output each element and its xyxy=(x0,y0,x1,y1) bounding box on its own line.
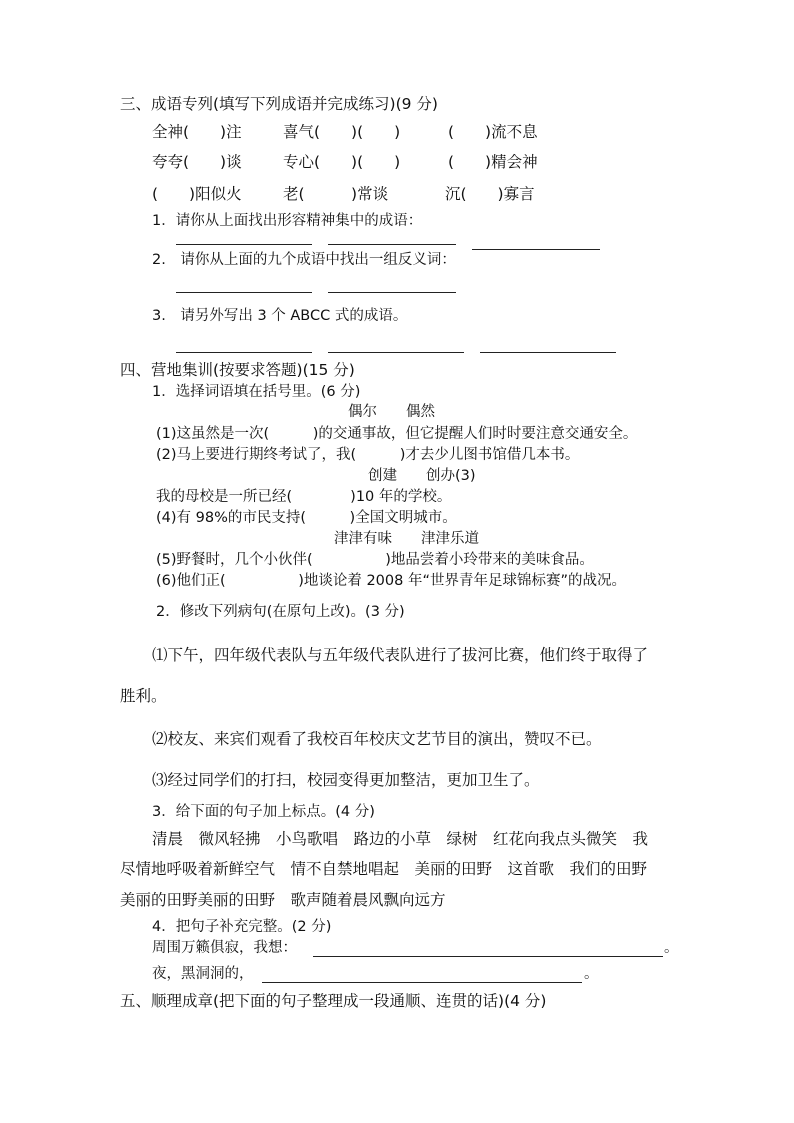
section5-title: 五、顺理成章(把下面的句子整理成一段通顺、连贯的话)(4 分) xyxy=(120,992,547,1010)
answer-line[interactable] xyxy=(328,352,464,353)
answer-line[interactable] xyxy=(176,292,312,293)
answer-line[interactable] xyxy=(262,982,582,983)
answer-line[interactable] xyxy=(480,352,616,353)
word-choice-c: 津津有味 津津乐道 xyxy=(334,531,479,547)
sick-sentence-3: ⑶经过同学们的打扫，校园变得更加整洁，更加卫生了。 xyxy=(152,771,540,789)
fill-item-4: (4)有 98%的市民支持( )全国文明城市。 xyxy=(156,510,457,526)
fill-item-5: (5)野餐时，几个小伙伴( )地品尝着小玲带来的美味食品。 xyxy=(156,552,594,568)
fill-item-3: 我的母校是一所已经( )10 年的学校。 xyxy=(156,489,452,505)
idiom-r2c3: ( )精会神 xyxy=(448,153,538,171)
complete-sentence-1-end: 。 xyxy=(664,940,679,956)
idiom-r3c1: ( )阳似火 xyxy=(152,185,242,203)
s3-question-1: 1．请你从上面找出形容精神集中的成语： xyxy=(152,213,423,229)
fill-item-1: (1)这虽然是一次( )的交通事故，但它提醒人们时时要注意交通安全。 xyxy=(156,426,638,442)
answer-line[interactable] xyxy=(328,244,456,245)
s3-question-3: 3. 请另外写出 3 个 ABCC 式的成语。 xyxy=(152,308,408,324)
idiom-r1c2: 喜气( )( ) xyxy=(283,123,401,141)
answer-line[interactable] xyxy=(176,352,312,353)
answer-line[interactable] xyxy=(328,292,456,293)
complete-sentence-2: 夜，黑洞洞的， xyxy=(152,966,254,982)
answer-line[interactable] xyxy=(176,244,312,245)
s4-q3-title: 3．给下面的句子加上标点。(4 分) xyxy=(152,804,375,820)
idiom-r1c3: ( )流不息 xyxy=(448,123,538,141)
s4-q1-title: 1．选择词语填在括号里。(6 分) xyxy=(152,384,361,400)
section4-title: 四、营地集训(按要求答题)(15 分) xyxy=(120,361,355,379)
s3-question-2: 2. 请你从上面的九个成语中找出一组反义词： xyxy=(152,252,456,268)
idiom-r3c2: 老( )常谈 xyxy=(283,185,389,203)
answer-line[interactable] xyxy=(313,956,663,957)
complete-sentence-2-end: 。 xyxy=(584,966,599,982)
sick-sentence-1b: 胜利。 xyxy=(120,687,167,705)
idiom-r2c2: 专心( )( ) xyxy=(283,153,401,171)
punct-line-3: 美丽的田野美丽的田野 歌声随着晨风飘向远方 xyxy=(120,891,446,909)
s4-q2-title: 2．修改下列病句(在原句上改)。(3 分) xyxy=(156,604,405,620)
answer-line[interactable] xyxy=(472,249,600,250)
sick-sentence-1a: ⑴下午，四年级代表队与五年级代表队进行了拔河比赛，他们终于取得了 xyxy=(152,646,649,664)
fill-item-2: (2)马上要进行期终考试了，我( )才去少儿图书馆借几本书。 xyxy=(156,447,580,463)
section3-title: 三、成语专列(填写下列成语并完成练习)(9 分) xyxy=(120,95,438,113)
idiom-r1c1: 全神( )注 xyxy=(152,123,242,141)
idiom-r3c3: 沉( )寡言 xyxy=(445,185,535,203)
word-choice-a: 偶尔 偶然 xyxy=(348,404,435,420)
word-choice-b: 创建 创办(3) xyxy=(368,468,476,484)
sick-sentence-2: ⑵校友、来宾们观看了我校百年校庆文艺节目的演出，赞叹不已。 xyxy=(152,730,602,748)
fill-item-6: (6)他们正( )地谈论着 2008 年“世界青年足球锦标赛”的战况。 xyxy=(156,573,626,589)
punct-line-1: 清晨 微风轻拂 小鸟歌唱 路边的小草 绿树 红花向我点头微笑 我 xyxy=(152,830,649,848)
idiom-r2c1: 夸夸( )谈 xyxy=(152,153,242,171)
punct-line-2: 尽情地呼吸着新鲜空气 情不自禁地唱起 美丽的田野 这首歌 我们的田野 xyxy=(120,860,648,878)
s4-q4-title: 4．把句子补充完整。(2 分) xyxy=(152,919,332,935)
complete-sentence-1: 周围万籁俱寂，我想： xyxy=(152,940,297,956)
